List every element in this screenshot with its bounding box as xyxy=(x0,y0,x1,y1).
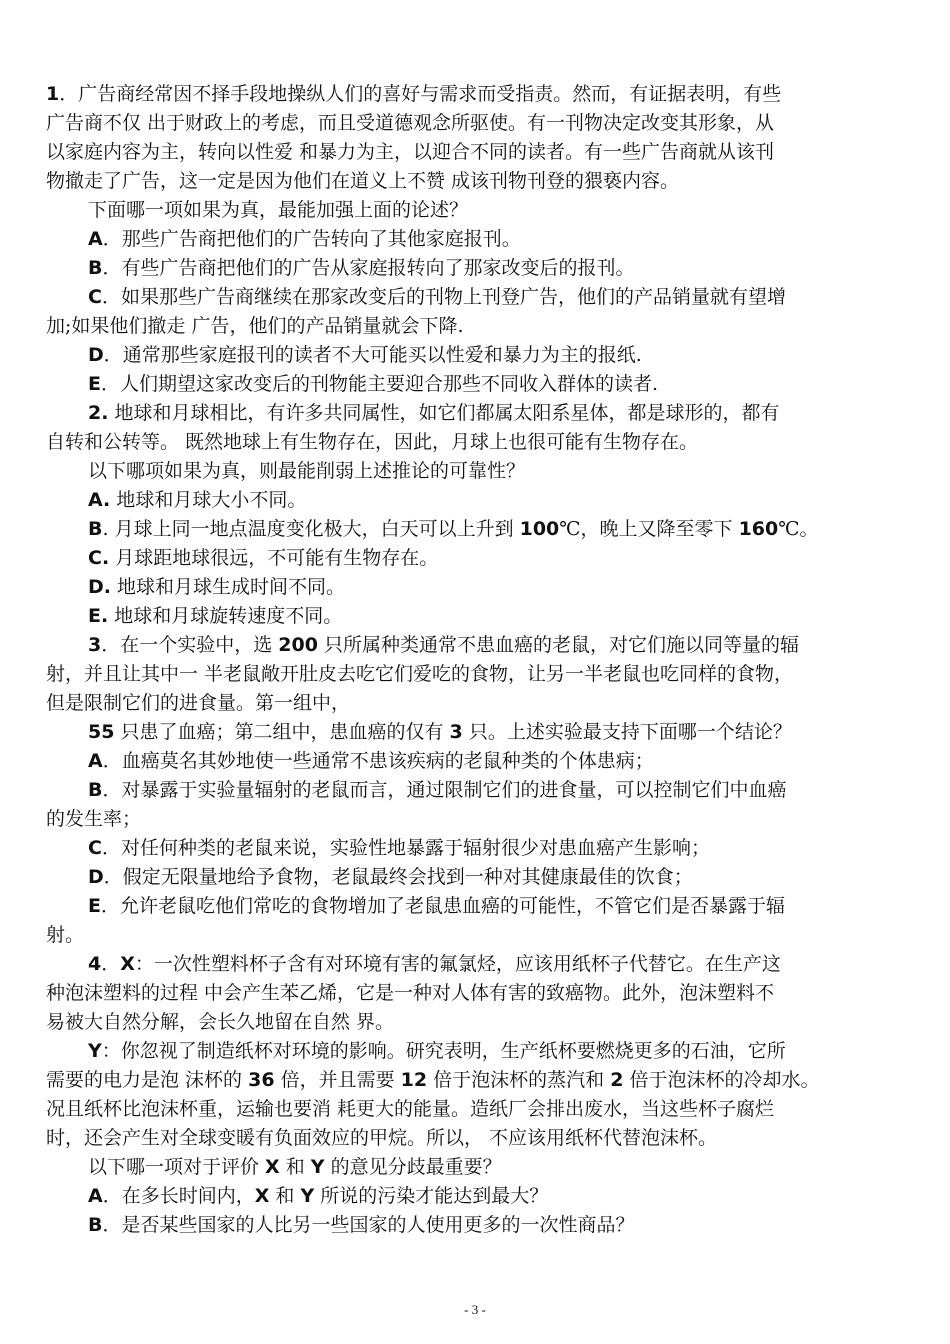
option-text: ．假定无限量地给予食物，老鼠最终会找到一种对其健康最佳的饮食； xyxy=(103,866,693,888)
speaker-label: Y xyxy=(310,1156,325,1178)
q4-line: 倍于泡沫杯的冷却水。 xyxy=(623,1069,820,1091)
option-text: ．对暴露于实验量辐射的老鼠而言，通过限制它们的进食量，可以控制它们中血癌 xyxy=(102,779,787,801)
q2-option-d xyxy=(46,573,906,602)
q3-option-b xyxy=(46,776,906,834)
option-label: D xyxy=(88,344,104,366)
speaker-label: X xyxy=(265,1156,280,1178)
count-value: 3 xyxy=(449,721,463,743)
option-label: E xyxy=(88,895,101,917)
q1-line: 物撤走了广告，这一定是因为他们在道义上不赞 成该刊物刊登的猥亵内容。 xyxy=(46,170,680,192)
q3-stem xyxy=(46,631,906,747)
q3-option-c xyxy=(46,834,906,863)
q3-option-e xyxy=(46,892,906,950)
q2-stem xyxy=(46,399,906,457)
option-label: D. xyxy=(88,576,111,598)
q1-option-b xyxy=(46,254,906,283)
question-text: 以下哪一项对于评价 xyxy=(88,1156,266,1178)
q3-option-a xyxy=(46,747,906,776)
option-label: A. xyxy=(88,489,111,511)
q2-option-e xyxy=(46,602,906,631)
option-text: 所说的污染才能达到最大？ xyxy=(314,1185,549,1207)
q1-line: ．广告商经常因不择手段地操纵人们的喜好与需求而受指责。然而，有证据表明，有些 xyxy=(59,83,782,105)
option-label: B xyxy=(88,518,103,540)
option-label: E. xyxy=(88,605,109,627)
q4-line: 种泡沫塑料的过程 中会产生苯乙烯，它是一种对人体有害的致癌物。此外，泡沫塑料不 xyxy=(46,982,775,1004)
speaker-label: Y xyxy=(300,1185,315,1207)
option-text: ．人们期望这家改变后的刊物能主要迎合那些不同收入群体的读者. xyxy=(100,373,659,395)
temperature-value: 160 xyxy=(738,518,779,540)
speaker-label: X xyxy=(254,1185,270,1207)
option-label: B xyxy=(88,257,103,279)
q4-separator: ． xyxy=(101,953,121,975)
option-text: ℃。 xyxy=(778,518,819,540)
option-text: 加;如果他们撤走 广告，他们的产品销量就会下降. xyxy=(46,315,464,337)
q3-option-d xyxy=(46,863,906,892)
q2-question: 以下哪项如果为真，则最能削弱上述推论的可靠性？ xyxy=(88,460,526,482)
count-value: 200 xyxy=(278,634,318,656)
q2-option-b xyxy=(46,515,906,544)
q3-line: 射，并且让其中一 半老鼠敞开肚皮去吃它们爱吃的食物，让另一半老鼠也吃同样的食物， xyxy=(46,663,794,685)
option-text: ．那些广告商把他们的广告转向了其他家庭报刊。 xyxy=(102,228,521,250)
q4-question xyxy=(46,1153,906,1182)
option-label: E xyxy=(88,373,101,395)
q1-stem xyxy=(46,80,906,196)
q4-line: 况且纸杯比泡沫杯重，运输也要消 耗更大的能量。造纸厂会排出废水，当这些杯子腐烂 xyxy=(46,1098,775,1120)
count-value: 55 xyxy=(88,721,115,743)
option-text: 射。 xyxy=(46,924,85,946)
q3-line: 只患了血癌；第二组中，患血癌的仅有 xyxy=(114,721,450,743)
option-text: ．有些广告商把他们的广告从家庭报转向了那家改变后的报刊。 xyxy=(102,257,635,279)
option-text: ．允许老鼠吃他们常吃的食物增加了老鼠患血癌的可能性，不管它们是否暴露于辐 xyxy=(100,895,785,917)
q4-number: 4 xyxy=(88,953,102,975)
option-text: 地球和月球大小不同。 xyxy=(110,489,307,511)
speaker-label: Y xyxy=(88,1040,102,1062)
page-number: - 3 - xyxy=(464,1302,486,1317)
q2-line: 地球和月球相比，有许多共同属性，如它们都属太阳系星体，都是球形的，都有 xyxy=(108,402,780,424)
q2-line: 自转和公转等。 既然地球上有生物存在，因此，月球上也很可能有生物存在。 xyxy=(46,431,699,453)
q4-stem-y xyxy=(46,1037,906,1153)
question-text: 和 xyxy=(279,1156,311,1178)
q1-line: 广告商不仅 出于财政上的考虑，而且受道德观念所驱使。有一刊物决定改变其形象，从 xyxy=(46,112,775,134)
option-text: 地球和月球旋转速度不同。 xyxy=(108,605,343,627)
document-body xyxy=(46,80,906,1240)
option-label: A xyxy=(88,1185,103,1207)
q4-line: 时，还会产生对全球变暖有负面效应的甲烷。所以， 不应该用纸杯代替泡沫杯。 xyxy=(46,1127,718,1149)
q4-stem-x xyxy=(46,950,906,1037)
q2-number: 2. xyxy=(88,402,109,424)
question-text: 的意见分歧最重要？ xyxy=(324,1156,502,1178)
option-label: A xyxy=(88,750,103,772)
option-text: 月球距地球很远，不可能有生物存在。 xyxy=(109,547,439,569)
q1-number: 1 xyxy=(46,83,60,105)
option-text: ．通常那些家庭报刊的读者不大可能买以性爱和暴力为主的报纸. xyxy=(103,344,642,366)
q2-option-a xyxy=(46,486,906,515)
q4-line: 需要的电力是泡 沫杯的 xyxy=(46,1069,249,1091)
option-text: 地球和月球生成时间不同。 xyxy=(111,576,346,598)
q3-line: ．在一个实验中，选 xyxy=(101,634,279,656)
speaker-label: X xyxy=(120,953,135,975)
q4-line: 倍，并且需要 xyxy=(274,1069,401,1091)
option-text: 和 xyxy=(269,1185,301,1207)
option-text: ．如果那些广告商继续在那家改变后的刊物上刊登广告，他们的产品销量就有望增 xyxy=(101,286,786,308)
q1-question: 下面哪一项如果为真，最能加强上面的论述？ xyxy=(88,199,469,221)
option-text: ℃，晚上又降至零下 xyxy=(559,518,739,540)
option-text: . 月球上同一地点温度变化极大，白天可以上升到 xyxy=(102,518,520,540)
q3-line: 只所属种类通常不患血癌的老鼠，对它们施以同等量的辐 xyxy=(317,634,799,656)
temperature-value: 100 xyxy=(519,518,560,540)
q3-line: 只。上述实验最支持下面哪一个结论？ xyxy=(462,721,792,743)
option-label: B xyxy=(88,779,103,801)
q4-line: ：你忽视了制造纸杯对环境的影响。研究表明，生产纸杯要燃烧更多的石油，它所 xyxy=(101,1040,786,1062)
option-text: 的发生率； xyxy=(46,808,142,830)
q2-option-c xyxy=(46,544,906,573)
q4-line: ：一次性塑料杯子含有对环境有害的氟氯烃，应该用纸杯子代替它。在生产这 xyxy=(134,953,781,975)
q4-option-a xyxy=(46,1182,906,1211)
q1-line: 以家庭内容为主，转向以性爱 和暴力为主，以迎合不同的读者。有一些广告商就从该刊 xyxy=(46,141,775,163)
option-label: C. xyxy=(88,547,110,569)
q4-line: 易被大自然分解，会长久地留在自然 界。 xyxy=(46,1011,395,1033)
q3-line: 但是限制它们的进食量。第一组中， xyxy=(46,692,351,714)
q4-option-b xyxy=(46,1211,906,1240)
option-text: ．在多长时间内， xyxy=(102,1185,255,1207)
q1-option-c xyxy=(46,283,906,341)
q1-option-d xyxy=(46,341,906,370)
q3-number: 3 xyxy=(88,634,102,656)
option-label: D xyxy=(88,866,104,888)
option-label: C xyxy=(88,286,102,308)
q1-option-e xyxy=(46,370,906,399)
option-text: ．血癌莫名其妙地使一些通常不患该疾病的老鼠种类的个体患病； xyxy=(102,750,654,772)
multiplier-value: 36 xyxy=(248,1069,275,1091)
option-label: A xyxy=(88,228,103,250)
q1-option-a xyxy=(46,225,906,254)
multiplier-value: 12 xyxy=(400,1069,428,1091)
option-text: ．对任何种类的老鼠来说，实验性地暴露于辐射很少对患血癌产生影响； xyxy=(101,837,710,859)
multiplier-value: 2 xyxy=(610,1069,624,1091)
q4-line: 倍于泡沫杯的蒸汽和 xyxy=(427,1069,611,1091)
option-text: ．是否某些国家的人比另一些国家的人使用更多的一次性商品？ xyxy=(102,1214,635,1236)
option-label: B xyxy=(88,1214,103,1236)
option-label: C xyxy=(88,837,102,859)
